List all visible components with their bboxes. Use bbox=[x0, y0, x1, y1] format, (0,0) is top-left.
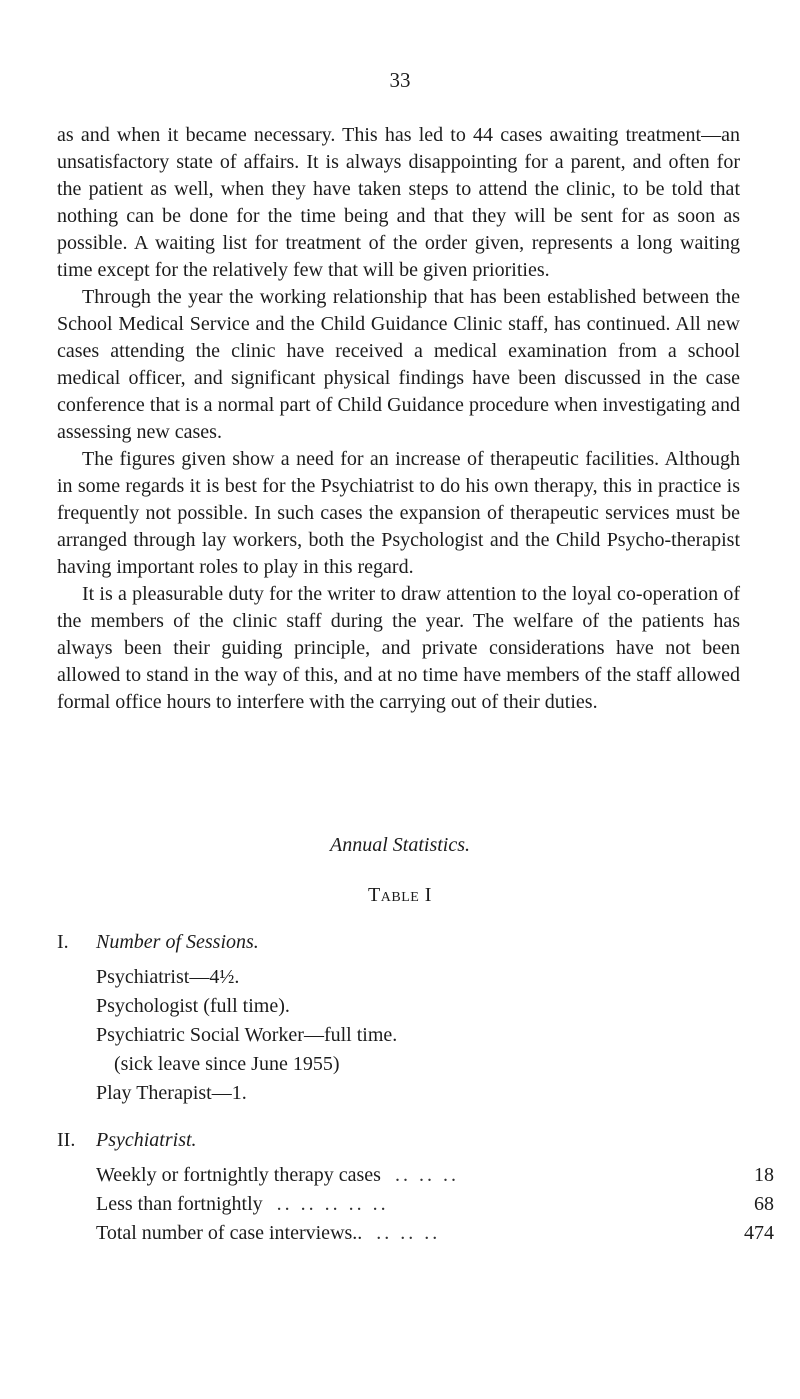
stat-row bbox=[96, 1190, 774, 1219]
dot-leader: .. .. .. bbox=[394, 1164, 459, 1186]
paragraph-2: Through the year the working relationship that has been established between the School Medical Service and the Child Guidance Clinic staff, has continued. All new cases attending the clinic have received a medical examination from a school medical officer, and significant physical findings have been discussed in the case conference that is a normal part of Child Guidance procedure when investigating and assessing new cases. bbox=[57, 286, 740, 443]
body-text bbox=[57, 122, 740, 716]
section-number-of-sessions bbox=[57, 928, 757, 1108]
session-line-play-therapist: Play Therapist—1. bbox=[96, 1082, 247, 1104]
section-number: I. bbox=[57, 931, 69, 953]
stat-value: 18 bbox=[754, 1164, 774, 1186]
paragraph-4: It is a pleasurable duty for the writer to draw attention to the loyal co-operation of the members of the clinic staff during the year. The welfare of the patients has always been their guiding principle, and private considerations have not been allowed to stand in the way of this, and at no time have members of the staff allowed formal office hours to interfere with the carrying out of their duties. bbox=[57, 583, 740, 713]
page-number: 33 bbox=[389, 68, 411, 92]
paragraph-1: as and when it became necessary. This has led to 44 cases awaiting treatment—an unsatisfactory state of affairs. It is always disappointing for a parent, and often for the patient as well, when they have taken steps to attend the clinic, to be told that nothing can be done for the time being and that they will be sent for as soon as possible. A waiting list for treatment of the order given, represents a long waiting time except for the relatively few that will be given priorities. bbox=[57, 124, 740, 281]
section-body bbox=[96, 1161, 774, 1248]
stat-row bbox=[96, 1161, 774, 1190]
session-line-psychiatrist: Psychiatrist—4½. bbox=[96, 966, 240, 988]
section-body bbox=[96, 963, 757, 1108]
section-title: Number of Sessions. bbox=[96, 931, 259, 953]
annual-statistics-heading: Annual Statistics. bbox=[330, 834, 470, 856]
stat-value: 474 bbox=[744, 1222, 774, 1244]
table-caption: Table I bbox=[368, 884, 432, 906]
section-header bbox=[57, 1126, 757, 1155]
stat-row bbox=[96, 1219, 774, 1248]
section-number: II. bbox=[57, 1129, 76, 1151]
paragraph-3: The figures given show a need for an increase of therapeutic facilities. Although in some regards it is best for the Psychiatrist to do his own therapy, this in practice is frequently not possible. In such cases the expansion of therapeutic services must be arranged through lay workers, both the Psychologist and the Child Psycho-therapist having important roles to play in this regard. bbox=[57, 448, 740, 578]
stat-label: Total number of case interviews.. bbox=[96, 1222, 363, 1244]
stat-label: Weekly or fortnightly therapy cases bbox=[96, 1164, 381, 1186]
section-psychiatrist bbox=[57, 1126, 774, 1248]
section-header bbox=[57, 928, 757, 957]
dot-leader: .. .. .. .. .. bbox=[276, 1193, 389, 1215]
stat-value: 68 bbox=[754, 1193, 774, 1215]
dot-leader: .. .. .. bbox=[376, 1222, 441, 1244]
session-line-sick-leave: (sick leave since June 1955) bbox=[114, 1053, 340, 1075]
session-line-social-worker: Psychiatric Social Worker—full time. bbox=[96, 1024, 398, 1046]
section-title: Psychiatrist. bbox=[96, 1129, 197, 1151]
stat-label: Less than fortnightly bbox=[96, 1193, 263, 1215]
session-line-psychologist: Psychologist (full time). bbox=[96, 995, 290, 1017]
